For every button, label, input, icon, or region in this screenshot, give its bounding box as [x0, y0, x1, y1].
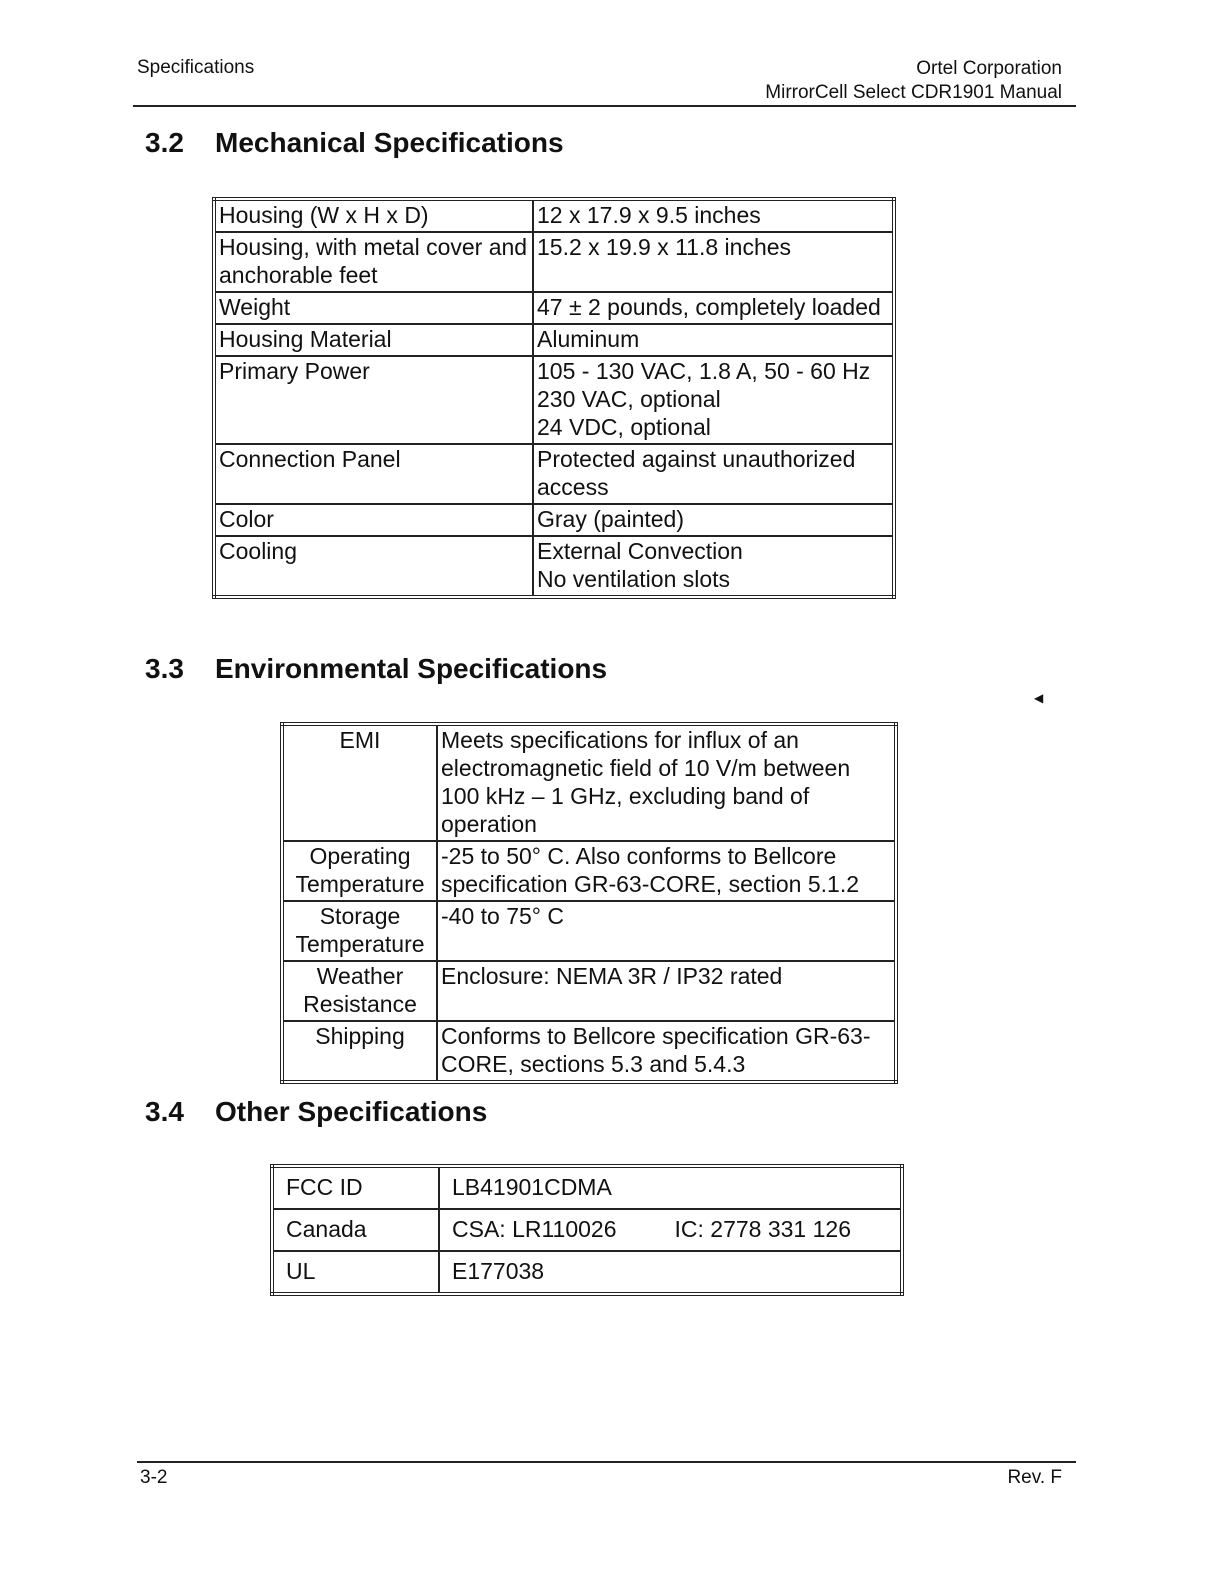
spec-label: Connection Panel — [214, 444, 533, 504]
section-heading-other — [145, 1096, 487, 1128]
table-row — [272, 1166, 902, 1209]
spec-label-line: Storage — [319, 903, 401, 929]
spec-value — [533, 536, 894, 597]
header-rule — [133, 105, 1076, 107]
spec-value: Meets specifications for influx of an electromagnetic field of 10 V/m between 100 kHz – 1 GHz, excluding band of operation — [437, 724, 896, 841]
table-row — [282, 901, 896, 961]
spec-label: FCC ID — [272, 1166, 439, 1209]
spec-value — [439, 1251, 902, 1294]
section-title: Mechanical Specifications — [215, 127, 564, 158]
spec-value-secondary: IC: 2778 331 126 — [674, 1216, 851, 1242]
table-row — [214, 199, 894, 232]
spec-label: Cooling — [214, 536, 533, 597]
section-heading-mechanical — [145, 127, 564, 159]
section-heading-environmental — [145, 653, 607, 685]
stray-mark: ◀ — [1034, 691, 1044, 705]
spec-value — [533, 356, 894, 444]
footer-rule — [137, 1461, 1076, 1463]
table-row — [282, 1021, 896, 1082]
spec-value — [533, 444, 894, 504]
table-row — [214, 356, 894, 444]
spec-value-line: Aluminum — [537, 326, 640, 352]
spec-value-line: 15.2 x 19.9 x 11.8 inches — [537, 234, 792, 260]
spec-value: Enclosure: NEMA 3R / IP32 rated — [437, 961, 896, 1021]
spec-value-line: 105 - 130 VAC, 1.8 A, 50 - 60 Hz — [537, 358, 871, 384]
spec-value — [533, 232, 894, 292]
spec-label — [282, 961, 437, 1021]
running-header-left: Specifications — [137, 57, 255, 78]
spec-value: Conforms to Bellcore specification GR-63-CORE, sections 5.3 and 5.4.3 — [437, 1021, 896, 1082]
spec-value-line: No ventilation slots — [537, 566, 731, 592]
spec-value-line: Gray (painted) — [537, 506, 685, 532]
spec-value-primary: CSA: LR110026 — [452, 1216, 617, 1242]
spec-label — [282, 901, 437, 961]
spec-value: -25 to 50° C. Also conforms to Bellcore specification GR-63-CORE, section 5.1.2 — [437, 841, 896, 901]
spec-label — [282, 724, 437, 841]
spec-label-line: Temperature — [295, 871, 425, 897]
spec-label: Housing (W x H x D) — [214, 199, 533, 232]
spec-value: -40 to 75° C — [437, 901, 896, 961]
section-title: Environmental Specifications — [215, 653, 608, 684]
other-specs-table — [270, 1164, 904, 1296]
spec-label: Weight — [214, 292, 533, 324]
header-company: Ortel Corporation — [916, 58, 1062, 79]
table-row — [272, 1209, 902, 1251]
spec-label: UL — [272, 1251, 439, 1294]
spec-value — [533, 199, 894, 232]
running-header-right — [765, 57, 1062, 105]
environmental-specs-table — [280, 722, 898, 1084]
spec-value — [533, 292, 894, 324]
spec-label: Canada — [272, 1209, 439, 1251]
table-row — [214, 444, 894, 504]
spec-label-line: EMI — [339, 727, 381, 753]
table-row — [214, 536, 894, 597]
spec-label — [282, 841, 437, 901]
table-row — [214, 292, 894, 324]
spec-label: Primary Power — [214, 356, 533, 444]
spec-label-line: Resistance — [303, 991, 417, 1017]
table-row — [214, 232, 894, 292]
spec-value — [439, 1209, 902, 1251]
spec-value — [439, 1166, 902, 1209]
spec-label: Housing, with metal cover and anchorable feet — [214, 232, 533, 292]
spec-value-line: 24 VDC, optional — [537, 414, 711, 440]
section-number: 3.3 — [145, 653, 184, 684]
page-number: 3-2 — [140, 1467, 168, 1488]
spec-value-line: 12 x 17.9 x 9.5 inches — [537, 202, 761, 228]
spec-label — [282, 1021, 437, 1082]
mechanical-specs-table — [212, 197, 896, 599]
table-row — [214, 504, 894, 536]
spec-label-line: Shipping — [315, 1023, 405, 1049]
spec-value — [533, 324, 894, 356]
table-row — [214, 324, 894, 356]
spec-value-primary: E177038 — [452, 1258, 545, 1284]
spec-label-line: Temperature — [295, 931, 425, 957]
section-number: 3.4 — [145, 1096, 184, 1127]
spec-value — [533, 504, 894, 536]
section-title: Other Specifications — [215, 1096, 488, 1127]
spec-label-line: Weather — [316, 963, 404, 989]
table-row — [282, 841, 896, 901]
table-row — [282, 724, 896, 841]
section-number: 3.2 — [145, 127, 184, 158]
revision-label: Rev. F — [1007, 1467, 1062, 1488]
spec-value-primary: LB41901CDMA — [452, 1174, 612, 1200]
table-row — [272, 1251, 902, 1294]
spec-label: Housing Material — [214, 324, 533, 356]
spec-label-line: Operating — [309, 843, 411, 869]
spec-label: Color — [214, 504, 533, 536]
table-row — [282, 961, 896, 1021]
header-manual-title: MirrorCell Select CDR1901 Manual — [765, 82, 1062, 103]
spec-value-line: Protected against unauthorized access — [537, 446, 856, 500]
spec-value-line: External Convection — [537, 538, 743, 564]
spec-value-line: 47 ± 2 pounds, completely loaded — [537, 294, 881, 320]
spec-value-line: 230 VAC, optional — [537, 386, 721, 412]
